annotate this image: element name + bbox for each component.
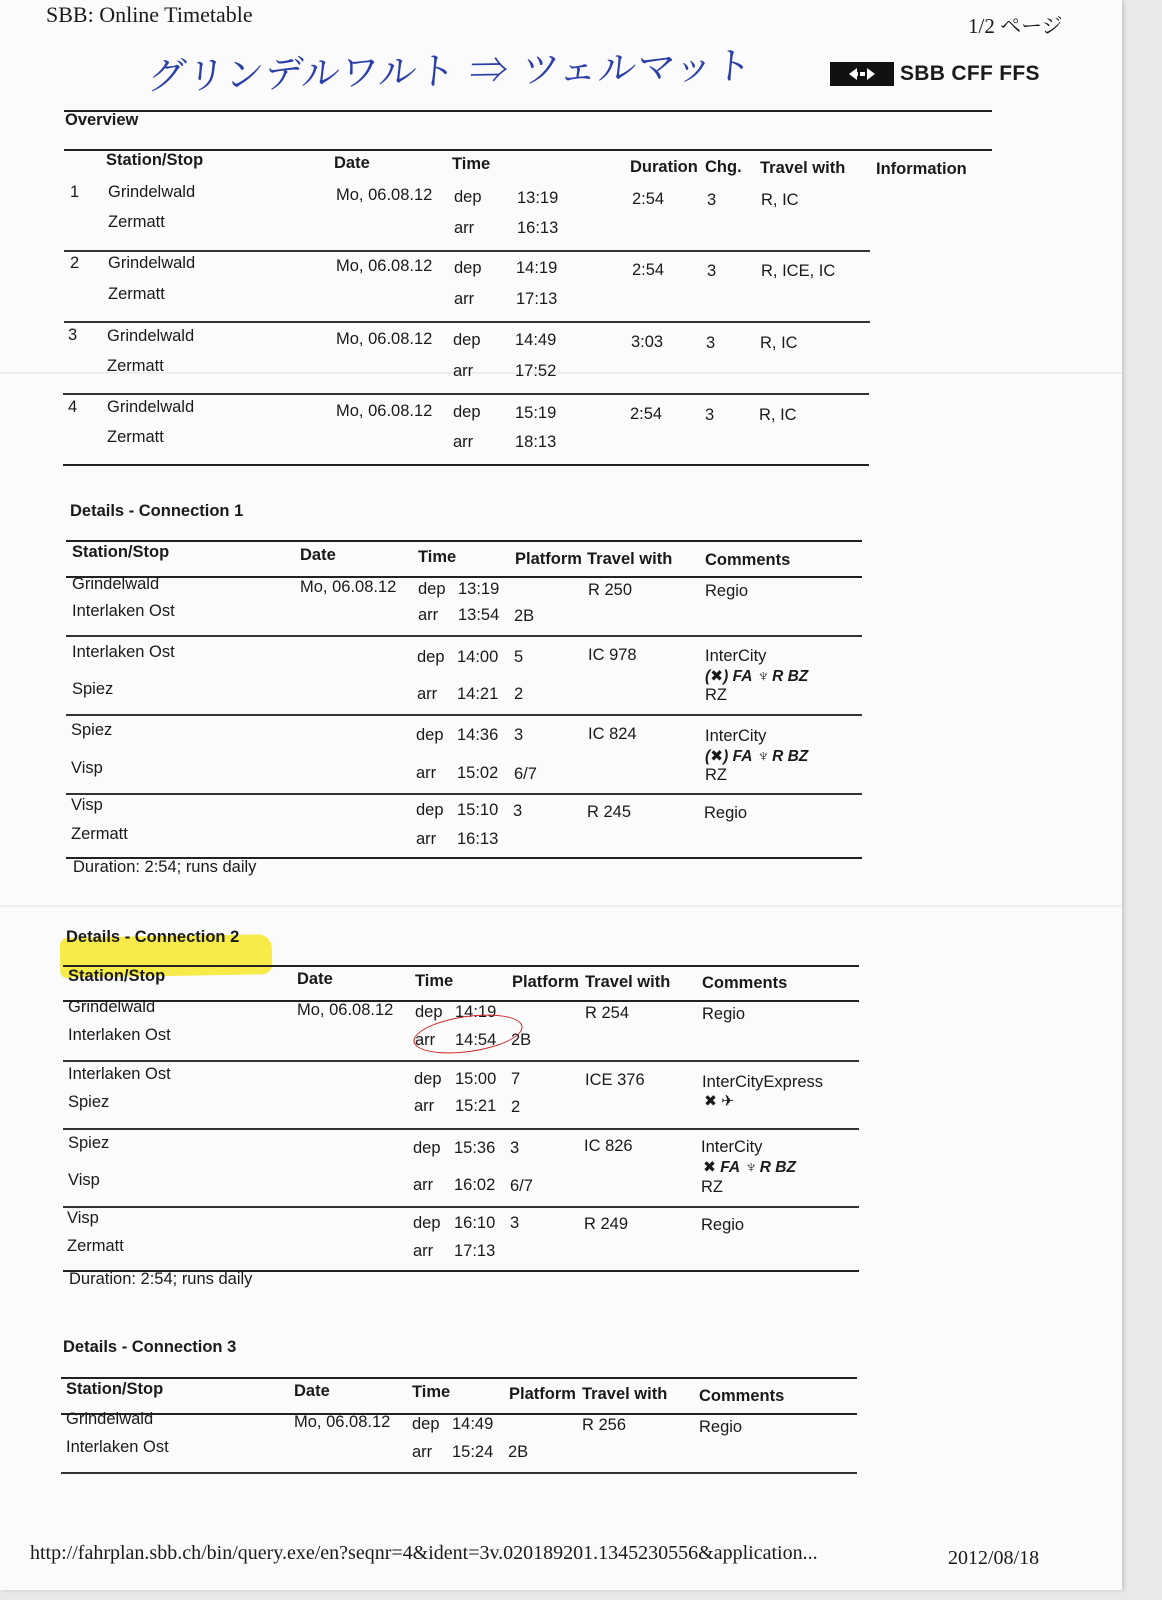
source-url[interactable]: http://fahrplan.sbb.ch/bin/query.exe/en?seqnr=4&ident=3v.020189201.1345230556&application... xyxy=(30,1542,818,1564)
arrival-platform: 2 xyxy=(511,1098,521,1116)
divider xyxy=(61,1377,857,1379)
arrival-time: 16:13 xyxy=(517,219,559,237)
dep-label: dep xyxy=(454,259,482,277)
service-note: RZ xyxy=(705,686,727,704)
departure-time: 14:36 xyxy=(457,726,499,744)
train-category: Regio xyxy=(702,1005,746,1023)
train-category: Regio xyxy=(705,582,749,600)
departure-time: 15:36 xyxy=(454,1139,496,1157)
divider xyxy=(63,464,869,466)
origin-station: Grindelwald xyxy=(107,398,195,416)
arrival-time: 15:02 xyxy=(457,764,499,782)
col-travel-with: Travel with xyxy=(587,550,673,568)
col-date: Date xyxy=(297,970,333,988)
train-number: R 249 xyxy=(584,1215,629,1233)
travel-with: R, ICE, IC xyxy=(761,262,836,280)
train-number: ICE 376 xyxy=(585,1071,645,1089)
dep-label: dep xyxy=(453,403,481,421)
departure-time: 13:19 xyxy=(517,189,559,207)
leg-origin: Grindelwald xyxy=(68,998,156,1016)
departure-time: 14:19 xyxy=(455,1003,497,1021)
dep-label: dep xyxy=(417,648,445,666)
arrival-time: 14:21 xyxy=(457,685,499,703)
train-number: IC 978 xyxy=(588,646,637,664)
arr-label: arr xyxy=(453,362,474,380)
leg-origin: Visp xyxy=(67,1209,99,1227)
train-category: Regio xyxy=(704,804,748,822)
leg-destination: Interlaken Ost xyxy=(72,602,175,620)
arr-label: arr xyxy=(453,433,474,451)
row-number: 4 xyxy=(68,398,78,416)
train-number: R 256 xyxy=(582,1416,627,1434)
origin-station: Grindelwald xyxy=(108,183,196,201)
dep-label: dep xyxy=(415,1003,443,1021)
arrival-time: 15:24 xyxy=(452,1443,494,1461)
origin-station: Grindelwald xyxy=(107,327,195,345)
arrival-time: 17:13 xyxy=(516,290,558,308)
col-time: Time xyxy=(412,1383,451,1401)
connection1-summary: Duration: 2:54; runs daily xyxy=(73,858,257,876)
dep-label: dep xyxy=(413,1214,441,1232)
arr-label: arr xyxy=(416,830,437,848)
divider xyxy=(66,540,862,542)
divider xyxy=(63,1128,859,1130)
col-duration: Duration xyxy=(630,158,698,176)
changes-count: 3 xyxy=(707,191,717,209)
divider xyxy=(64,321,870,323)
col-information: Information xyxy=(876,160,967,178)
col-station: Station/Stop xyxy=(106,151,204,169)
leg-origin: Grindelwald xyxy=(66,1410,154,1428)
dep-label: dep xyxy=(453,331,481,349)
service-icons: (✖) FA ♆ R BZ xyxy=(705,668,809,685)
arrival-time: 17:13 xyxy=(454,1242,496,1260)
overview-title: Overview xyxy=(65,111,139,129)
leg-destination: Spiez xyxy=(68,1093,110,1111)
arr-label: arr xyxy=(416,764,437,782)
divider xyxy=(66,793,862,795)
divider xyxy=(66,635,862,637)
train-number: R 245 xyxy=(587,803,632,821)
departure-time: 14:49 xyxy=(515,331,557,349)
divider xyxy=(63,1206,859,1208)
origin-station: Grindelwald xyxy=(108,254,196,272)
changes-count: 3 xyxy=(707,262,717,280)
service-note: RZ xyxy=(701,1178,723,1196)
print-date: 2012/08/18 xyxy=(948,1547,1040,1569)
arr-label: arr xyxy=(413,1176,434,1194)
col-platform: Platform xyxy=(515,550,582,568)
leg-origin: Spiez xyxy=(68,1134,110,1152)
row-number: 3 xyxy=(68,326,78,344)
departure-time: 14:19 xyxy=(516,259,558,277)
departure-time: 13:19 xyxy=(458,580,500,598)
train-category: InterCityExpress xyxy=(702,1073,824,1091)
col-changes: Chg. xyxy=(705,158,742,176)
departure-platform: 3 xyxy=(510,1214,520,1232)
dep-label: dep xyxy=(454,188,482,206)
service-icons: ✖ ✈ xyxy=(704,1093,735,1110)
col-station: Station/Stop xyxy=(66,1380,164,1398)
col-date: Date xyxy=(294,1382,330,1400)
connection2-title: Details - Connection 2 xyxy=(66,928,240,946)
duration: 2:54 xyxy=(630,405,663,423)
train-number: R 254 xyxy=(585,1004,630,1022)
paper-fold xyxy=(0,372,1122,374)
service-icons: (✖) FA ♆ R BZ xyxy=(705,748,809,765)
col-date: Date xyxy=(334,154,370,172)
destination-station: Zermatt xyxy=(107,428,164,446)
departure-time: 14:49 xyxy=(452,1415,494,1433)
travel-date: Mo, 06.08.12 xyxy=(336,257,433,275)
leg-destination: Spiez xyxy=(72,680,114,698)
connection2-summary: Duration: 2:54; runs daily xyxy=(69,1270,253,1288)
paper-fold xyxy=(0,905,1122,907)
divider xyxy=(66,576,862,578)
leg-date: Mo, 06.08.12 xyxy=(294,1413,391,1431)
changes-count: 3 xyxy=(705,406,715,424)
divider xyxy=(63,393,869,395)
col-time: Time xyxy=(415,972,454,990)
leg-origin: Interlaken Ost xyxy=(68,1065,171,1083)
leg-destination: Zermatt xyxy=(71,825,128,843)
col-platform: Platform xyxy=(509,1385,576,1403)
arr-label: arr xyxy=(454,219,475,237)
leg-origin: Spiez xyxy=(71,721,113,739)
leg-date: Mo, 06.08.12 xyxy=(297,1001,394,1019)
departure-platform: 3 xyxy=(514,726,524,744)
travel-with: R, IC xyxy=(761,191,799,209)
arr-label: arr xyxy=(414,1097,435,1115)
dep-label: dep xyxy=(413,1139,441,1157)
train-category: Regio xyxy=(699,1418,743,1436)
col-travel-with: Travel with xyxy=(582,1385,668,1403)
document-title: SBB: Online Timetable xyxy=(46,2,253,27)
train-category: InterCity xyxy=(701,1138,763,1156)
leg-destination: Visp xyxy=(71,759,103,777)
arrival-platform: 2B xyxy=(508,1443,529,1461)
col-time: Time xyxy=(452,155,491,173)
divider xyxy=(63,1060,859,1062)
col-platform: Platform xyxy=(512,973,579,991)
divider xyxy=(64,250,870,252)
travel-with: R, IC xyxy=(759,406,797,424)
destination-station: Zermatt xyxy=(108,285,165,303)
leg-destination: Visp xyxy=(68,1171,100,1189)
travel-date: Mo, 06.08.12 xyxy=(336,402,433,420)
duration: 2:54 xyxy=(632,261,665,279)
arr-label: arr xyxy=(413,1242,434,1260)
leg-destination: Interlaken Ost xyxy=(68,1026,171,1044)
col-comments: Comments xyxy=(705,551,791,569)
travel-date: Mo, 06.08.12 xyxy=(336,330,433,348)
dep-label: dep xyxy=(416,801,444,819)
arrival-time: 14:54 xyxy=(455,1031,497,1049)
departure-time: 14:00 xyxy=(457,648,499,666)
col-time: Time xyxy=(418,548,457,566)
divider xyxy=(66,714,862,716)
train-category: Regio xyxy=(701,1216,745,1234)
duration: 2:54 xyxy=(632,190,665,208)
arrival-platform: 2 xyxy=(514,685,524,703)
handwritten-route-note: グリンデルワルト ⇒ ツェルマット xyxy=(145,43,755,99)
arr-label: arr xyxy=(418,606,439,624)
sbb-logo xyxy=(830,62,1040,86)
leg-date: Mo, 06.08.12 xyxy=(300,578,397,596)
logo-text: SBB CFF FFS xyxy=(900,62,1040,85)
arrival-platform: 2B xyxy=(511,1031,532,1049)
connection1-title: Details - Connection 1 xyxy=(70,502,244,520)
row-number: 2 xyxy=(70,254,80,272)
train-number: IC 826 xyxy=(584,1137,633,1155)
service-note: RZ xyxy=(705,766,727,784)
arrival-platform: 2B xyxy=(514,607,535,625)
changes-count: 3 xyxy=(706,334,716,352)
row-number: 1 xyxy=(70,183,80,201)
departure-time: 15:10 xyxy=(457,801,499,819)
leg-origin: Interlaken Ost xyxy=(72,643,175,661)
divider xyxy=(61,1472,857,1474)
dep-label: dep xyxy=(414,1070,442,1088)
departure-time: 15:00 xyxy=(455,1070,497,1088)
divider xyxy=(64,110,992,112)
leg-origin: Grindelwald xyxy=(72,575,160,593)
divider xyxy=(63,965,859,967)
destination-station: Zermatt xyxy=(107,357,164,375)
arrival-platform: 6/7 xyxy=(514,765,537,783)
train-number: IC 824 xyxy=(588,725,637,743)
arrival-platform: 6/7 xyxy=(510,1177,533,1195)
arr-label: arr xyxy=(412,1443,433,1461)
col-station: Station/Stop xyxy=(72,543,170,561)
arrival-time: 16:13 xyxy=(457,830,499,848)
arrival-time: 17:52 xyxy=(515,362,557,380)
dep-label: dep xyxy=(412,1415,440,1433)
col-travel-with: Travel with xyxy=(760,159,846,177)
train-number: R 250 xyxy=(588,581,633,599)
departure-platform: 3 xyxy=(510,1139,520,1157)
arrival-time: 18:13 xyxy=(515,433,557,451)
connection3-title: Details - Connection 3 xyxy=(63,1338,237,1356)
col-comments: Comments xyxy=(699,1387,785,1405)
arrival-time: 15:21 xyxy=(455,1097,497,1115)
arrival-time: 13:54 xyxy=(458,606,500,624)
arr-label: arr xyxy=(454,290,475,308)
dep-label: dep xyxy=(418,580,446,598)
departure-time: 16:10 xyxy=(454,1214,496,1232)
departure-platform: 5 xyxy=(514,648,524,666)
col-comments: Comments xyxy=(702,974,788,992)
leg-origin: Visp xyxy=(71,796,103,814)
train-category: InterCity xyxy=(705,647,767,665)
arr-label: arr xyxy=(415,1031,436,1049)
departure-platform: 7 xyxy=(511,1070,521,1088)
travel-date: Mo, 06.08.12 xyxy=(336,186,433,204)
travel-with: R, IC xyxy=(760,334,798,352)
train-category: InterCity xyxy=(705,727,767,745)
divider xyxy=(64,149,992,151)
leg-destination: Zermatt xyxy=(67,1237,124,1255)
col-date: Date xyxy=(300,546,336,564)
divider xyxy=(63,1000,859,1002)
departure-platform: 3 xyxy=(513,802,523,820)
col-travel-with: Travel with xyxy=(585,973,671,991)
destination-station: Zermatt xyxy=(108,213,165,231)
dep-label: dep xyxy=(416,726,444,744)
duration: 3:03 xyxy=(631,333,664,351)
departure-time: 15:19 xyxy=(515,404,557,422)
col-station: Station/Stop xyxy=(68,967,166,985)
swiss-rail-arrow-icon xyxy=(830,62,894,86)
service-icons: ✖ FA ♆ R BZ xyxy=(703,1159,796,1176)
arr-label: arr xyxy=(417,685,438,703)
leg-destination: Interlaken Ost xyxy=(66,1438,169,1456)
arrival-time: 16:02 xyxy=(454,1176,496,1194)
page-indicator: 1/2 ページ xyxy=(968,14,1063,38)
